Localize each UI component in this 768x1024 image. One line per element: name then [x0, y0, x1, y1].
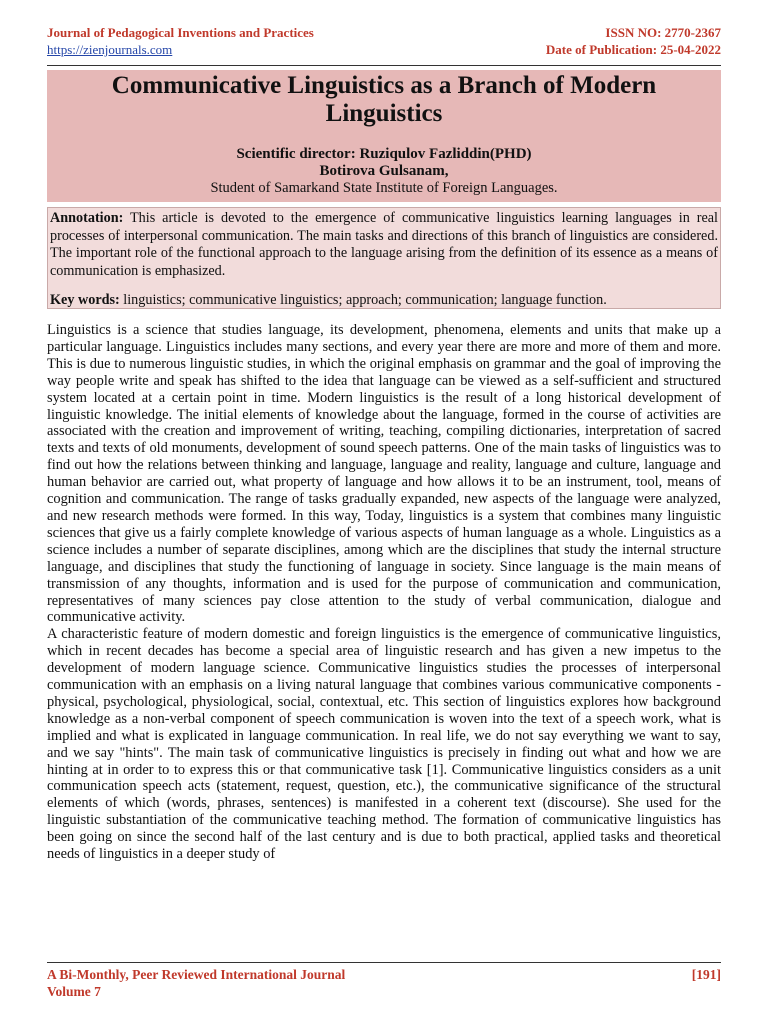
journal-type: A Bi-Monthly, Peer Reviewed International Journal — [47, 967, 346, 982]
annotation-label: Annotation: — [50, 210, 124, 226]
annotation-paragraph — [50, 210, 718, 280]
keywords-label: Key words: — [50, 292, 120, 309]
footer-left — [47, 966, 345, 1000]
article-body — [47, 322, 721, 863]
body-paragraph-1: Linguistics is a science that studies language, its development, phenomena, elements and units that make up a particular language. Linguistics includes many sections, and every year there are more and more of them and more. This is due to numerous linguistic studies, in which the original emphasis on grammar and the goal of improving the way people write and speak has shifted to the idea that language can be viewed as a self-sufficient and structured system located at a certain point in time. Modern linguistics is the result of a long historical development of linguistic knowledge. The initial elements of knowledge about the language, formed in the course of activities are associated with the creation and improvement of writing, teaching, compiling dictionaries, interpretation of sacred texts and texts of old monuments, development of sound speech patterns. One of the main tasks of linguistics was to find out how the relations between thinking and language, language and reality, language and culture, language and human behavior are carried out, what property of language and how allows it to be an instrument, tool, means of cognition and communication. The range of tasks gradually expanded, new aspects of the language were analyzed, and new research methods were formed. In this way, Today, linguistics is a system that combines many linguistic sciences that give us a fairly complete knowledge of various aspects of human language as a whole. Linguistics as a science includes a number of separate disciplines, among which are the disciplines that study the internal structure language, and disciplines that study the functioning of language in society. Since language is the main means of transmission of any thoughts, information and is used for the purpose of communication and communication, representatives of many sciences pay close attention to the study of verbal communication, dialogue and communicative activity. — [47, 322, 721, 626]
title-block — [47, 70, 721, 202]
header-left — [47, 24, 314, 58]
page-header — [47, 24, 721, 60]
article-title: Communicative Linguistics as a Branch of Modern Linguistics — [111, 72, 657, 127]
author-affiliation: Student of Samarkand State Institute of Foreign Languages. — [210, 180, 558, 196]
keywords-text: linguistics; communicative linguistics; approach; communication; language function. — [119, 292, 607, 309]
keywords-paragraph — [50, 292, 718, 310]
issn-number: ISSN NO: 2770-2367 — [605, 25, 721, 40]
journal-url-link[interactable]: https://zienjournals.com — [47, 42, 173, 57]
footer-divider — [47, 962, 721, 963]
annotation-text: This article is devoted to the emergence of communicative linguistics learning languages in real processes of interpersonal communication. The main tasks and directions of this branch of linguistics are considered. The important role of the functional approach to the language arising from the definition of its essence as a means of communication is emphasized. — [50, 210, 718, 279]
scientific-director: Scientific director: Ruziqulov Fazliddin(PHD) — [236, 146, 532, 162]
volume-label: Volume 7 — [47, 984, 101, 999]
author-name: Botirova Gulsanam, — [319, 163, 449, 179]
publication-date: Date of Publication: 25-04-2022 — [545, 42, 721, 57]
body-paragraph-2: A characteristic feature of modern domestic and foreign linguistics is the emergence of communicative linguistics, which in recent decades has become a special area of linguistic research and has given a new impetus to the development of modern language science. Communicative linguistics studies the processes of interpersonal communication with an emphasis on a living natural language that combines various communicative components - physical, psychological, physiological, social, contextual, etc. This section of linguistics explores how background knowledge as a non-verbal component of speech communication is woven into the text of a speech work, what is implied and what is explicated in language communication. In real life, we do not say everything we want to say, and we say "hints". The main task of communicative linguistics is precisely in finding out what and how we are hinting at in order to to express this or that communicative task [1]. Communicative linguistics considers as a unit communication speech acts (statement, request, question, etc.), the communicative significance of the structural elements of which (words, phrases, sentences) is manifested in a coherent text (discourse). She used for the linguistic substantiation of the communicative teaching method. The formation of communicative linguistics has been going on since the second half of the last century and is due to both practical, applied tasks and theoretical needs of linguistics in a deeper study of — [47, 626, 721, 863]
page-number: [191] — [691, 967, 721, 982]
header-right — [546, 24, 721, 58]
header-divider — [47, 65, 721, 66]
annotation-block — [47, 207, 721, 309]
journal-name: Journal of Pedagogical Inventions and Practices — [47, 25, 314, 40]
